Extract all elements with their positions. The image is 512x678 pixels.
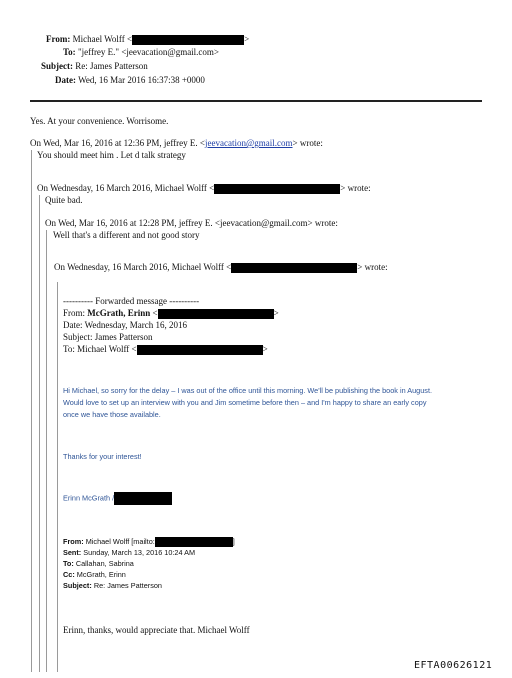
erinn-line-2: Would love to set up an interview with you and Jim sometime before then – and I'm happy to share an early copy bbox=[63, 398, 427, 407]
quote3-text: Well that's a different and not good story bbox=[53, 230, 200, 240]
forwarded-to: To: Michael Wolff < > bbox=[63, 344, 268, 354]
redaction bbox=[137, 345, 263, 355]
email-link[interactable]: jeevacation@gmail.com bbox=[205, 138, 293, 148]
original-text: Erinn, thanks, would appreciate that. Michael Wolff bbox=[63, 625, 250, 635]
to-label: To: bbox=[63, 47, 76, 57]
redaction bbox=[114, 492, 172, 505]
header-date bbox=[55, 75, 205, 86]
date-label: Date: bbox=[55, 75, 76, 85]
to-value: "jeffrey E." <jeevacation@gmail.com> bbox=[77, 47, 220, 57]
quote1-text: You should meet him . Let d talk strategy bbox=[37, 150, 186, 160]
quote-bar-1 bbox=[31, 150, 32, 672]
quote3-attribution: On Wed, Mar 16, 2016 at 12:28 PM, jeffrey E. <jeevacation@gmail.com> wrote: bbox=[45, 218, 338, 228]
quote1-attribution: On Wed, Mar 16, 2016 at 12:36 PM, jeffrey E. <jeevacation@gmail.com> wrote: bbox=[30, 138, 323, 148]
original-cc: Cc: McGrath, Erinn bbox=[63, 570, 126, 579]
reply-text: Yes. At your convenience. Worrisome. bbox=[30, 116, 169, 126]
subject-label: Subject: bbox=[41, 61, 73, 71]
original-sent: Sent: Sunday, March 13, 2016 10:24 AM bbox=[63, 548, 196, 557]
forwarded-from: From: McGrath, Erinn < > bbox=[63, 308, 279, 318]
forwarded-date: Date: Wednesday, March 16, 2016 bbox=[63, 320, 187, 330]
quote-bar-2 bbox=[39, 195, 40, 672]
from-label: From: bbox=[46, 34, 71, 44]
original-subject: Subject: Re: James Patterson bbox=[63, 581, 162, 590]
original-to: To: Callahan, Sabrina bbox=[63, 559, 134, 568]
quote4-attribution: On Wednesday, 16 March 2016, Michael Wolff < > wrote: bbox=[54, 262, 388, 272]
redaction bbox=[214, 184, 340, 194]
header-to bbox=[63, 47, 219, 58]
quote-bar-3 bbox=[46, 230, 47, 672]
erinn-thanks: Thanks for your interest! bbox=[63, 452, 142, 461]
header-divider bbox=[30, 100, 482, 102]
redaction bbox=[132, 35, 244, 45]
original-from: From: Michael Wolff [mailto: ] bbox=[63, 537, 235, 546]
bates-number: EFTA00626121 bbox=[414, 660, 493, 671]
quote-bar-4 bbox=[57, 282, 58, 672]
redaction bbox=[155, 537, 233, 547]
header-from: From: Michael Wolff < > bbox=[46, 34, 250, 44]
redaction bbox=[158, 309, 274, 319]
from-value: Michael Wolff < bbox=[72, 34, 133, 44]
erinn-signature: Erinn McGrath / bbox=[63, 492, 172, 505]
forwarded-separator: ---------- Forwarded message ---------- bbox=[63, 296, 200, 306]
date-value: Wed, 16 Mar 2016 16:37:38 +0000 bbox=[78, 75, 205, 85]
quote2-text: Quite bad. bbox=[45, 195, 83, 205]
redaction bbox=[231, 263, 357, 273]
quote2-attribution: On Wednesday, 16 March 2016, Michael Wolff < > wrote: bbox=[37, 183, 371, 193]
forwarded-from-name: McGrath, Erinn bbox=[87, 308, 151, 318]
erinn-line-3: once we have those available. bbox=[63, 410, 161, 419]
forwarded-subject: Subject: James Patterson bbox=[63, 332, 153, 342]
erinn-line-1: Hi Michael, so sorry for the delay – I was out of the office until this morning. We'll be publishing the book in August. bbox=[63, 386, 433, 395]
subject-value: Re: James Patterson bbox=[75, 61, 148, 71]
header-subject bbox=[41, 61, 148, 72]
